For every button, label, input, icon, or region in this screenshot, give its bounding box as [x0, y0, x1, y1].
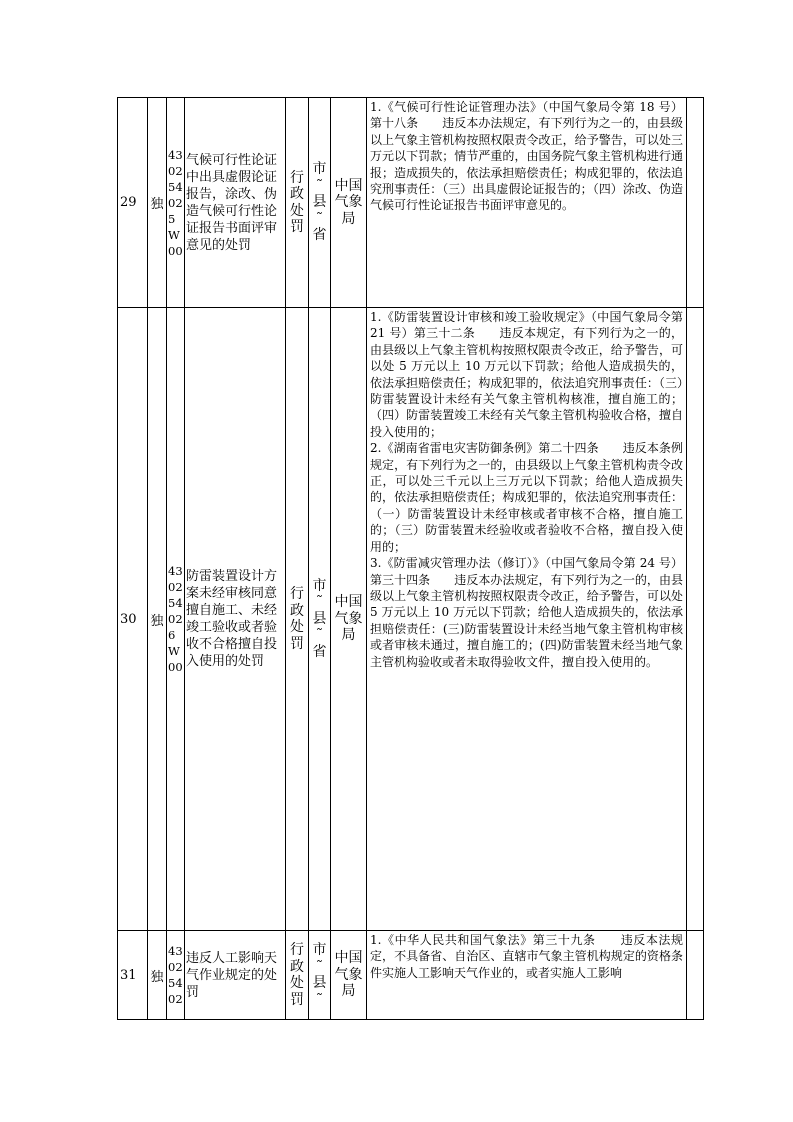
- row-number: 30: [118, 308, 148, 931]
- row-category: 独: [148, 931, 167, 1020]
- row-number: 31: [118, 931, 148, 1020]
- row-type: 行政处罚: [286, 98, 309, 308]
- row-code: 43025402 5W00: [167, 98, 185, 308]
- table-row: [118, 931, 704, 1020]
- row-remark: [687, 98, 704, 308]
- row-remark: [687, 308, 704, 931]
- table-row: [118, 308, 704, 931]
- row-level: 市˜县˜省: [309, 98, 331, 308]
- row-agency: 中国气象局: [331, 931, 367, 1020]
- table-row: [118, 98, 704, 308]
- basis-paragraph: 2.《湖南省雷电灾害防御条例》第二十四条 违反本条例规定，有下列行为之一的，由县级以上气象主管机构责令改正，可以处三千元以上三万元以下罚款；给他人造成损失的，依法承担赔偿责任；构成犯罪的，依法追究刑事责任：（一）防雷装置设计未经审核或者审核不合格，擅自施工的；（三）防雷装置未经验收或者验收不合格，擅自投入使用的；: [370, 441, 683, 554]
- row-legal-basis: [367, 308, 687, 931]
- row-level: 市˜县˜: [309, 931, 331, 1020]
- row-code: 43025402: [167, 931, 185, 1020]
- row-category: 独: [148, 308, 167, 931]
- row-item-name: 气候可行性论证中出具虚假论证报告，涂改、伪造气候可行性论证报告书面评审意见的处罚: [185, 98, 286, 308]
- basis-paragraph: 3.《防雷减灾管理办法（修订）》（中国气象局令第 24 号）第三十四条 违反本办法规定，有下列行为之一的，由县级以上气象主管机构按照权限责令改正，给予警告，可以处 5 万元以上 10 万元以下罚款；给他人造成损失的，依法承担赔偿责任：(三)防雷装置设计未经当地气象主管机构审核或者审核未通过，擅自施工的；(四)防雷装置未经当地气象主管机构验收或者未取得验收文件，擅自投入使用的。: [370, 556, 683, 669]
- row-number: 29: [118, 98, 148, 308]
- row-agency: 中国气象局: [331, 308, 367, 931]
- basis-paragraph: 1.《中华人民共和国气象法》第三十九条 违反本法规定，不具备省、自治区、直辖市气象主管机构规定的资格条件实施人工影响天气作业的，或者实施人工影响: [370, 933, 683, 980]
- row-category: 独: [148, 98, 167, 308]
- row-code: 43025402 6W00: [167, 308, 185, 931]
- penalty-table: [117, 97, 704, 1020]
- row-remark: [687, 931, 704, 1020]
- row-type: 行政处罚: [286, 931, 309, 1020]
- row-type: 行政处罚: [286, 308, 309, 931]
- row-legal-basis: [367, 98, 687, 308]
- basis-paragraph: 1.《防雷装置设计审核和竣工验收规定》（中国气象局令第 21 号）第三十二条 违反本规定，有下列行为之一的，由县级以上气象主管机构按照权限责令改正，给予警告，可以处 5 万元以上 10 万元以下罚款；给他人造成损失的，依法承担赔偿责任；构成犯罪的，依法追究刑事责任：（三）防雷装置设计未经有关气象主管机构核准，擅自施工的；（四）防雷装置竣工未经有关气象主管机构验收合格，擅自投入使用的；: [370, 310, 683, 439]
- row-agency: 中国气象局: [331, 98, 367, 308]
- row-legal-basis: [367, 931, 687, 1020]
- row-item-name: 防雷装置设计方案未经审核同意擅自施工、未经竣工验收或者验收不合格擅自投入使用的处罚: [185, 308, 286, 931]
- basis-paragraph: 1.《气候可行性论证管理办法》（中国气象局令第 18 号）第十八条 违反本办法规定，有下列行为之一的，由县级以上气象主管机构按照权限责令改正，给予警告，可以处三万元以下罚款；情节严重的，由国务院气象主管机构进行通报；造成损失的，依法承担赔偿责任；构成犯罪的，依法追究刑事责任：（三）出具虚假论证报告的；（四）涂改、伪造气候可行性论证报告书面评审意见的。: [370, 100, 683, 213]
- row-item-name: 违反人工影响天气作业规定的处罚: [185, 931, 286, 1020]
- row-level: 市˜县˜省: [309, 308, 331, 931]
